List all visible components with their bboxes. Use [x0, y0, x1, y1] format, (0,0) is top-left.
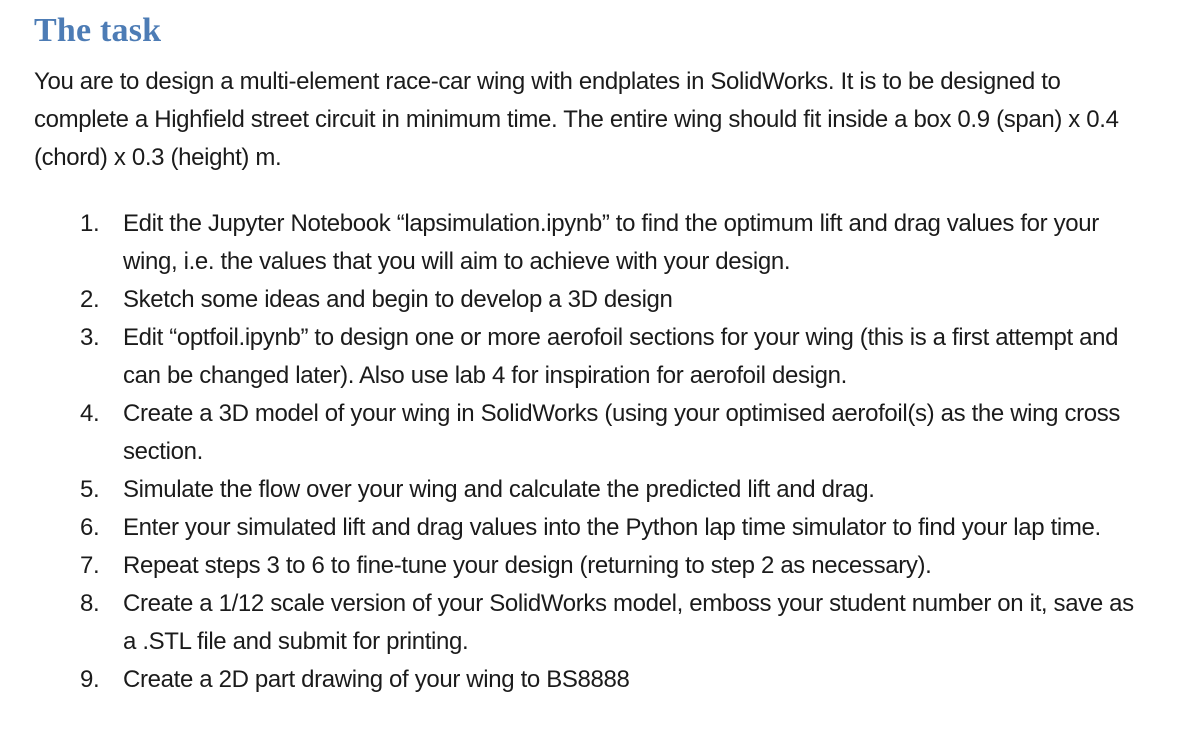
list-item-number: 5. [80, 475, 100, 503]
list-item [80, 281, 1148, 319]
list-item [80, 585, 1148, 661]
page-title: The task [34, 12, 162, 49]
list-item-text: Edit the Jupyter Notebook “lapsimulation.ipynb” to find the optimum lift and drag values for your wing, i.e. the values that you will aim to achieve with your design. [123, 209, 1099, 275]
list-item-number: 8. [80, 589, 100, 617]
list-item-number: 3. [80, 323, 100, 351]
list-item-text: Create a 2D part drawing of your wing to BS8888 [123, 665, 630, 693]
list-item-number: 7. [80, 551, 100, 579]
list-item-text: Sketch some ideas and begin to develop a 3D design [123, 285, 673, 313]
list-item-text: Create a 1/12 scale version of your SolidWorks model, emboss your student number on it, save as a .STL file and submit for printing. [123, 589, 1134, 655]
list-item [80, 205, 1148, 281]
list-item [80, 471, 1148, 509]
task-list [34, 205, 1148, 699]
list-item [80, 509, 1148, 547]
list-item-number: 6. [80, 513, 100, 541]
intro-paragraph: You are to design a multi-element race-car wing with endplates in SolidWorks. It is to be designed to complete a Highfield street circuit in minimum time. The entire wing should fit inside a box 0.9 (span) x 0.4 (chord) x 0.3 (height) m. [34, 67, 1119, 171]
list-item-text: Repeat steps 3 to 6 to fine-tune your design (returning to step 2 as necessary). [123, 551, 932, 579]
list-item-text: Edit “optfoil.ipynb” to design one or more aerofoil sections for your wing (this is a first attempt and can be changed later). Also use lab 4 for inspiration for aerofoil design. [123, 323, 1119, 389]
list-item-number: 4. [80, 399, 100, 427]
list-item [80, 319, 1148, 395]
list-item-text: Create a 3D model of your wing in SolidWorks (using your optimised aerofoil(s) as the wing cross section. [123, 399, 1121, 465]
list-item [80, 395, 1148, 471]
list-item-number: 1. [80, 209, 100, 237]
list-item-number: 2. [80, 285, 100, 313]
list-item [80, 547, 1148, 585]
list-item-text: Enter your simulated lift and drag values into the Python lap time simulator to find your lap time. [123, 513, 1101, 541]
list-item-text: Simulate the flow over your wing and calculate the predicted lift and drag. [123, 475, 875, 503]
list-item-number: 9. [80, 665, 100, 693]
list-item [80, 661, 1148, 699]
